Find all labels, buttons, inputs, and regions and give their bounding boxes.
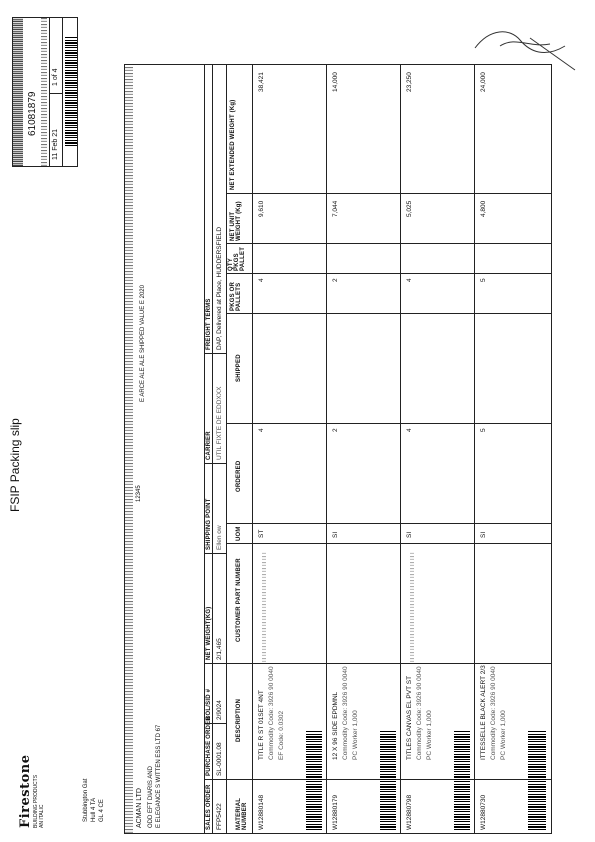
row-ordered: 4 [258, 428, 265, 432]
value-freight-terms: DAP, Delivered at Place, HUDDERSFIELD [216, 226, 223, 350]
row-ordered: 2 [332, 428, 339, 432]
value-net-weight: 2/1,465 [216, 638, 223, 660]
row-desc-line: EF Code: 0.0302 [278, 710, 285, 760]
row-unit-weight: 4,800 [480, 200, 487, 217]
label-freight-terms: FREIGHT TERMS [206, 298, 212, 350]
logo [18, 748, 45, 828]
logo-brand: Firestone [18, 754, 33, 828]
col-net-unit-weight: NET UNIT WEIGHT (Kg) [230, 201, 242, 241]
row-desc-line: TITLES CANVAS EL PVT ST [406, 675, 413, 760]
row-desc-line: PC Worker 1,000 [500, 710, 507, 760]
row-pkgs: 4 [258, 278, 265, 282]
row-desc-line: ITTESSELLE BLACK ALERT 2/3 [480, 665, 487, 760]
col-net-extended-weight: NET EXTENDED WEIGHT (Kg) [230, 99, 236, 190]
row-uom: SI [406, 531, 413, 538]
sold-to-line: ODD EFT DIARIS AND [148, 766, 154, 828]
value-sales-order: FFP5422 [216, 803, 223, 830]
barcode [528, 730, 546, 830]
row-desc-line: Commodity Code: 3926 90 0040 [268, 666, 275, 760]
col-customer-part-number: CUSTOMER PART NUMBER [236, 558, 242, 642]
row-uom: ST [258, 529, 265, 538]
logo-sub1: BUILDING PRODUCTS [33, 774, 39, 828]
scan-noise [262, 552, 266, 662]
row-material: W12880798 [406, 794, 413, 830]
slip-page: 1 of 4 [52, 68, 59, 86]
label-net-weight: NET WEIGHT(KG) [206, 606, 212, 660]
scan-noise [13, 18, 23, 166]
row-desc-line: Commodity Code: 3926 90 0040 [342, 666, 349, 760]
signature-scribble [470, 18, 580, 78]
col-qty-pkgs-pallet: QTY PKGS PALLET [228, 246, 246, 271]
sold-to-line: E ELEGANCE S WITTEN ESS LTD 67 [156, 724, 162, 828]
col-pkgs-pallets: PKGS OR PALLETS [230, 281, 242, 311]
scan-noise [125, 65, 133, 833]
address-line: GL 4 CE [99, 799, 105, 822]
row-material: W12880179 [332, 794, 339, 830]
col-shipped: SHIPPED [236, 354, 242, 382]
col-material-number: MATERIAL NUMBER [236, 797, 248, 830]
scan-noise [41, 18, 47, 166]
logo-sub2: AN ITALIC [39, 804, 45, 828]
row-desc-line: Commodity Code: 3926 90 0040 [416, 666, 423, 760]
value-bol-sid: 2/9024 [216, 700, 223, 720]
slip-info-box [12, 17, 78, 167]
row-pkgs: 5 [480, 278, 487, 282]
value-carrier: UTIL FIXTE DE EDDXXX [216, 386, 223, 460]
row-unit-weight: 7,044 [332, 200, 339, 217]
barcode [65, 36, 77, 146]
col-ordered: ORDERED [236, 460, 242, 492]
value-shipping-point: Ellen ow [216, 525, 223, 550]
row-pkgs: 4 [406, 278, 413, 282]
label-shipping-point: SHIPPING POINT [206, 498, 212, 550]
slip-number: 61081879 [27, 91, 38, 136]
page-title: FSIP Packing slip [8, 418, 22, 512]
row-ext-weight: 38,421 [258, 72, 265, 92]
row-desc-line: Commodity Code: 3926 90 0040 [490, 666, 497, 760]
address-line: Stubbington Gat [83, 778, 89, 822]
row-ext-weight: 23,250 [406, 72, 413, 92]
deliver-to-code: 12345 [136, 485, 142, 502]
row-ext-weight: 24,000 [480, 72, 487, 92]
row-unit-weight: 9,610 [258, 200, 265, 217]
row-uom: SI [480, 531, 487, 538]
row-material: W12880148 [258, 794, 265, 830]
row-desc-line: PC Worker 1,000 [352, 710, 359, 760]
row-ordered: 5 [480, 428, 487, 432]
row-desc-line: 12 X 96 SIDE EPDMNL [332, 691, 339, 760]
col-uom: UOM [236, 526, 242, 541]
row-ordered: 4 [406, 428, 413, 432]
row-desc-line: TITLE R ST 01SET 4NT [258, 690, 265, 760]
label-bol-sid: BOL/SID # [206, 688, 212, 720]
row-pkgs: 2 [332, 278, 339, 282]
barcode [380, 730, 396, 830]
value-purchase-order: SL-0001.08 [216, 742, 223, 776]
col-description: DESCRIPTION [236, 698, 242, 742]
ship-note: E ARCE ALE ALE SHIPPED VALUE E 2020 [140, 285, 146, 402]
row-desc-line: PC Worker 1,000 [426, 710, 433, 760]
company-address [82, 779, 106, 822]
row-material: W12880730 [480, 794, 487, 830]
row-ext-weight: 14,000 [332, 72, 339, 92]
row-unit-weight: 5,025 [406, 200, 413, 217]
sold-to-name: ACMAN LTD [136, 788, 143, 828]
row-uom: SI [332, 531, 339, 538]
slip-date: 11 Feb 21 [52, 128, 59, 160]
address-line: Hull 4 TA [91, 797, 97, 822]
barcode [306, 730, 322, 830]
label-carrier: CARRIER [206, 431, 212, 460]
label-purchase-order: PURCHASE ORDER [206, 716, 212, 776]
scan-noise [410, 552, 414, 662]
barcode [454, 730, 470, 830]
label-sales-order: SALES ORDER [206, 784, 212, 830]
